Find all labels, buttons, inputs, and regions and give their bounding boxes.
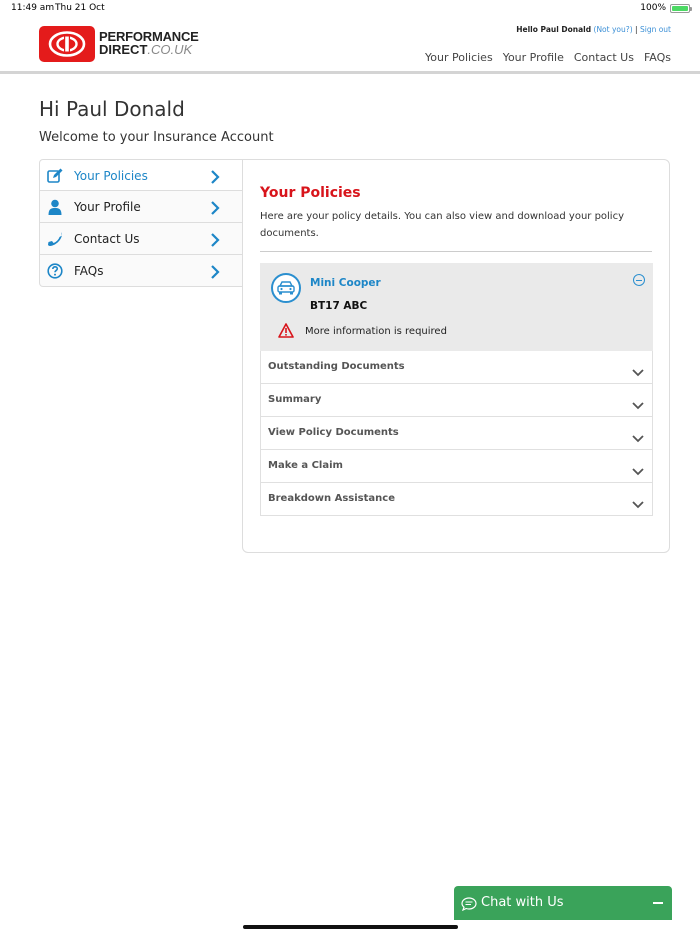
sidebar-menu bbox=[39, 159, 244, 287]
policy-accordion bbox=[260, 351, 653, 516]
policy-vehicle-name[interactable]: Mini Cooper bbox=[310, 277, 381, 289]
sign-out-link[interactable]: Sign out bbox=[639, 25, 671, 34]
chat-label: Chat with Us bbox=[481, 895, 564, 910]
chevron-right-icon bbox=[209, 169, 221, 183]
status-date: Thu 21 Oct bbox=[55, 3, 105, 13]
sidebar-item-your-profile[interactable] bbox=[39, 191, 244, 223]
phone-icon bbox=[47, 231, 63, 247]
top-nav bbox=[425, 51, 671, 64]
sidebar-item-label: Contact Us bbox=[74, 232, 140, 246]
panel-description: Here are your policy details. You can also view and download your policy documents. bbox=[260, 211, 625, 239]
minimize-icon[interactable] bbox=[653, 902, 663, 904]
edit-icon bbox=[47, 168, 63, 184]
chevron-right-icon bbox=[209, 264, 221, 278]
performance-direct-logo[interactable] bbox=[39, 26, 209, 62]
chevron-down-icon bbox=[632, 428, 644, 436]
accordion-outstanding-documents[interactable] bbox=[260, 351, 653, 384]
car-icon bbox=[271, 273, 301, 303]
logo-text-direct bbox=[99, 42, 192, 57]
accordion-label: View Policy Documents bbox=[268, 427, 399, 438]
greeting-separator: | bbox=[635, 25, 638, 34]
nav-your-policies[interactable]: Your Policies bbox=[425, 51, 493, 64]
sidebar-item-label: Your Policies bbox=[74, 169, 148, 183]
chevron-right-icon bbox=[209, 200, 221, 214]
logo-text-tld: .CO.UK bbox=[147, 42, 193, 57]
warning-icon bbox=[278, 323, 294, 338]
nav-your-profile[interactable]: Your Profile bbox=[502, 51, 564, 64]
chevron-down-icon bbox=[632, 362, 644, 370]
panel-title: Your Policies bbox=[260, 185, 361, 201]
chevron-down-icon bbox=[632, 461, 644, 469]
accordion-label: Breakdown Assistance bbox=[268, 493, 395, 504]
question-icon bbox=[47, 263, 63, 279]
policies-panel bbox=[242, 159, 670, 553]
site-header bbox=[0, 16, 700, 74]
sidebar-item-faqs[interactable] bbox=[39, 255, 244, 287]
user-icon bbox=[47, 199, 63, 215]
logo-text-performance: PERFORMANCE bbox=[99, 29, 199, 44]
not-you-link[interactable]: (Not you?) bbox=[593, 25, 633, 34]
status-bar bbox=[0, 0, 700, 16]
chevron-down-icon bbox=[632, 395, 644, 403]
chevron-right-icon bbox=[209, 232, 221, 246]
divider bbox=[260, 251, 652, 252]
chevron-down-icon bbox=[632, 494, 644, 502]
nav-faqs[interactable]: FAQs bbox=[643, 51, 671, 64]
logo-badge-icon bbox=[39, 26, 95, 62]
accordion-breakdown-assistance[interactable] bbox=[260, 483, 653, 516]
accordion-label: Outstanding Documents bbox=[268, 361, 405, 372]
accordion-view-policy-documents[interactable] bbox=[260, 417, 653, 450]
status-time: 11:49 am bbox=[11, 3, 55, 13]
logo-text-direct-word: DIRECT bbox=[99, 42, 148, 57]
battery-icon bbox=[670, 4, 690, 13]
page-subtitle: Welcome to your Insurance Account bbox=[39, 130, 274, 145]
page-title: Hi Paul Donald bbox=[39, 97, 185, 121]
chat-bubble-icon bbox=[461, 896, 477, 910]
sidebar-item-label: Your Profile bbox=[74, 200, 141, 214]
sidebar-item-label: FAQs bbox=[74, 264, 104, 278]
user-greeting bbox=[516, 25, 671, 34]
accordion-label: Summary bbox=[268, 394, 322, 405]
accordion-make-a-claim[interactable] bbox=[260, 450, 653, 483]
policy-registration: BT17 ABC bbox=[310, 300, 368, 312]
battery-percent: 100% bbox=[640, 3, 666, 13]
greeting-text: Hello Paul Donald bbox=[516, 25, 592, 34]
accordion-label: Make a Claim bbox=[268, 460, 343, 471]
nav-contact-us[interactable]: Contact Us bbox=[573, 51, 634, 64]
accordion-summary[interactable] bbox=[260, 384, 653, 417]
collapse-icon[interactable] bbox=[633, 274, 645, 286]
sidebar-item-contact-us[interactable] bbox=[39, 223, 244, 255]
policy-card bbox=[260, 263, 653, 351]
policy-warning-text: More information is required bbox=[305, 326, 447, 337]
sidebar-item-your-policies[interactable] bbox=[39, 159, 244, 191]
home-indicator[interactable] bbox=[243, 925, 458, 929]
chat-widget[interactable] bbox=[454, 886, 672, 920]
